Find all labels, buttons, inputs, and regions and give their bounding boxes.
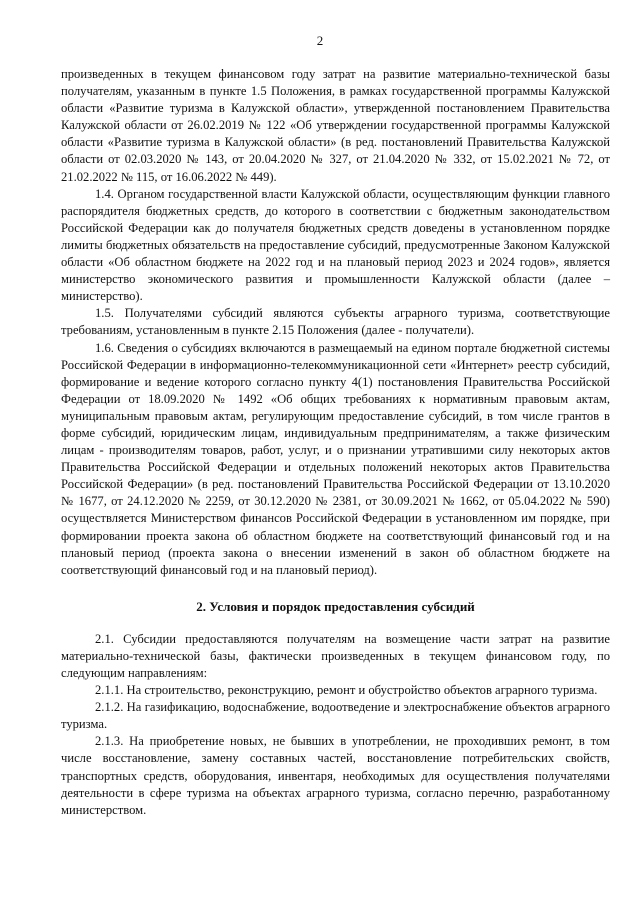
paragraph-1-4: 1.4. Органом государственной власти Калужской области, осуществляющим функции главного распорядителя бюджетных средств, до которого в соответствии с бюджетным законодательством Российской Федерации как до получателя бюджетных средств доведены в установленном порядке лимиты бюджетных обязательств на предоставление субсидий, предусмотренные Законом Калужской области «Об областном бюджете на 2022 год и на плановый период 2023 и 2024 годов», является министерство экономического развития и промышленности Калужской области (далее – министерство).: [61, 186, 610, 304]
paragraph-2-1-2: 2.1.2. На газификацию, водоснабжение, водоотведение и электроснабжение объектов аграрного туризма.: [61, 700, 610, 732]
paragraph-1-6: 1.6. Сведения о субсидиях включаются в размещаемый на едином портале бюджетной системы Российской Федерации в информационно-телекоммуникационной сети «Интернет» реестр субсидий, формирование и ведение которого согласно пункту 4(1) постановления Правительства Российской Федерации от 18.09.2020 № 1492 «Об общих требованиях к нормативным правовым актам, муниципальным правовым актам, регулирующим предоставление субсидий, в том числе грантов в форме субсидий, юридическим лицам, индивидуальным предпринимателям, а также физическим лицам - производителям товаров, работ, услуг, и о признании утратившими силу некоторых актов Правительства Российской Федерации и отдельных положений некоторых актов Правительства Российской Федерации» (в ред. постановлений Правительства Российской Федерации от 13.10.2020 № 1677, от 24.12.2020 № 2259, от 30.12.2020 № 2381, от 30.09.2021 № 1662, от 05.04.2022 № 590) осуществляется Министерством финансов Российской Федерации в установленном им порядке, при формировании проекта закона об областном бюджете на соответствующий финансовый год и на плановый период (проекта закона о внесении изменений в закон об областном бюджете на соответствующий финансовый год и на плановый период).: [61, 340, 610, 577]
paragraph-1-3-continuation: произведенных в текущем финансовом году затрат на развитие материально-технической базы получателям, указанным в пункте 1.5 Положения, в рамках государственной программы Калужской области «Развитие туризма в Калужской области», утвержденной постановлением Правительства Калужской области от 26.02.2019 № 122 «Об утверждении государственной программы Калужской области «Развитие туризма в Калужской области» (в ред. постановлений Правительства Калужской области от 02.03.2020 № 143, от 20.04.2020 № 327, от 21.04.2020 № 332, от 15.02.2021 № 72, от 21.02.2022 № 115, от 16.06.2022 № 449).: [61, 67, 610, 184]
section-heading: 2. Условия и порядок предоставления субсидий: [196, 598, 475, 614]
paragraph-1-5: 1.5. Получателями субсидий являются субъекты аграрного туризма, соответствующие требованиям, установленным в пункте 2.15 Положения (далее - получатели).: [61, 306, 610, 338]
paragraph-2-1: 2.1. Субсидии предоставляются получателям на возмещение части затрат на развитие материально-технической базы, фактически произведенных в текущем финансовом году, по следующим направлениям:: [61, 631, 610, 680]
paragraph-2-1-3: 2.1.3. На приобретение новых, не бывших в употреблении, не проходивших ремонт, в том числе восстановление, замену составных частей, восстановление потребительских свойств, транспортных средств, оборудования, инвентаря, необходимых для осуществления получателями деятельности в сфере туризма на объектах аграрного туризма, согласно перечню, разработанному министерством.: [61, 734, 610, 817]
document-body: [61, 66, 610, 819]
page-number: 2: [316, 33, 324, 48]
paragraph-2-1-1: 2.1.1. На строительство, реконструкцию, ремонт и обустройство объектов аграрного туризма.: [95, 683, 598, 698]
